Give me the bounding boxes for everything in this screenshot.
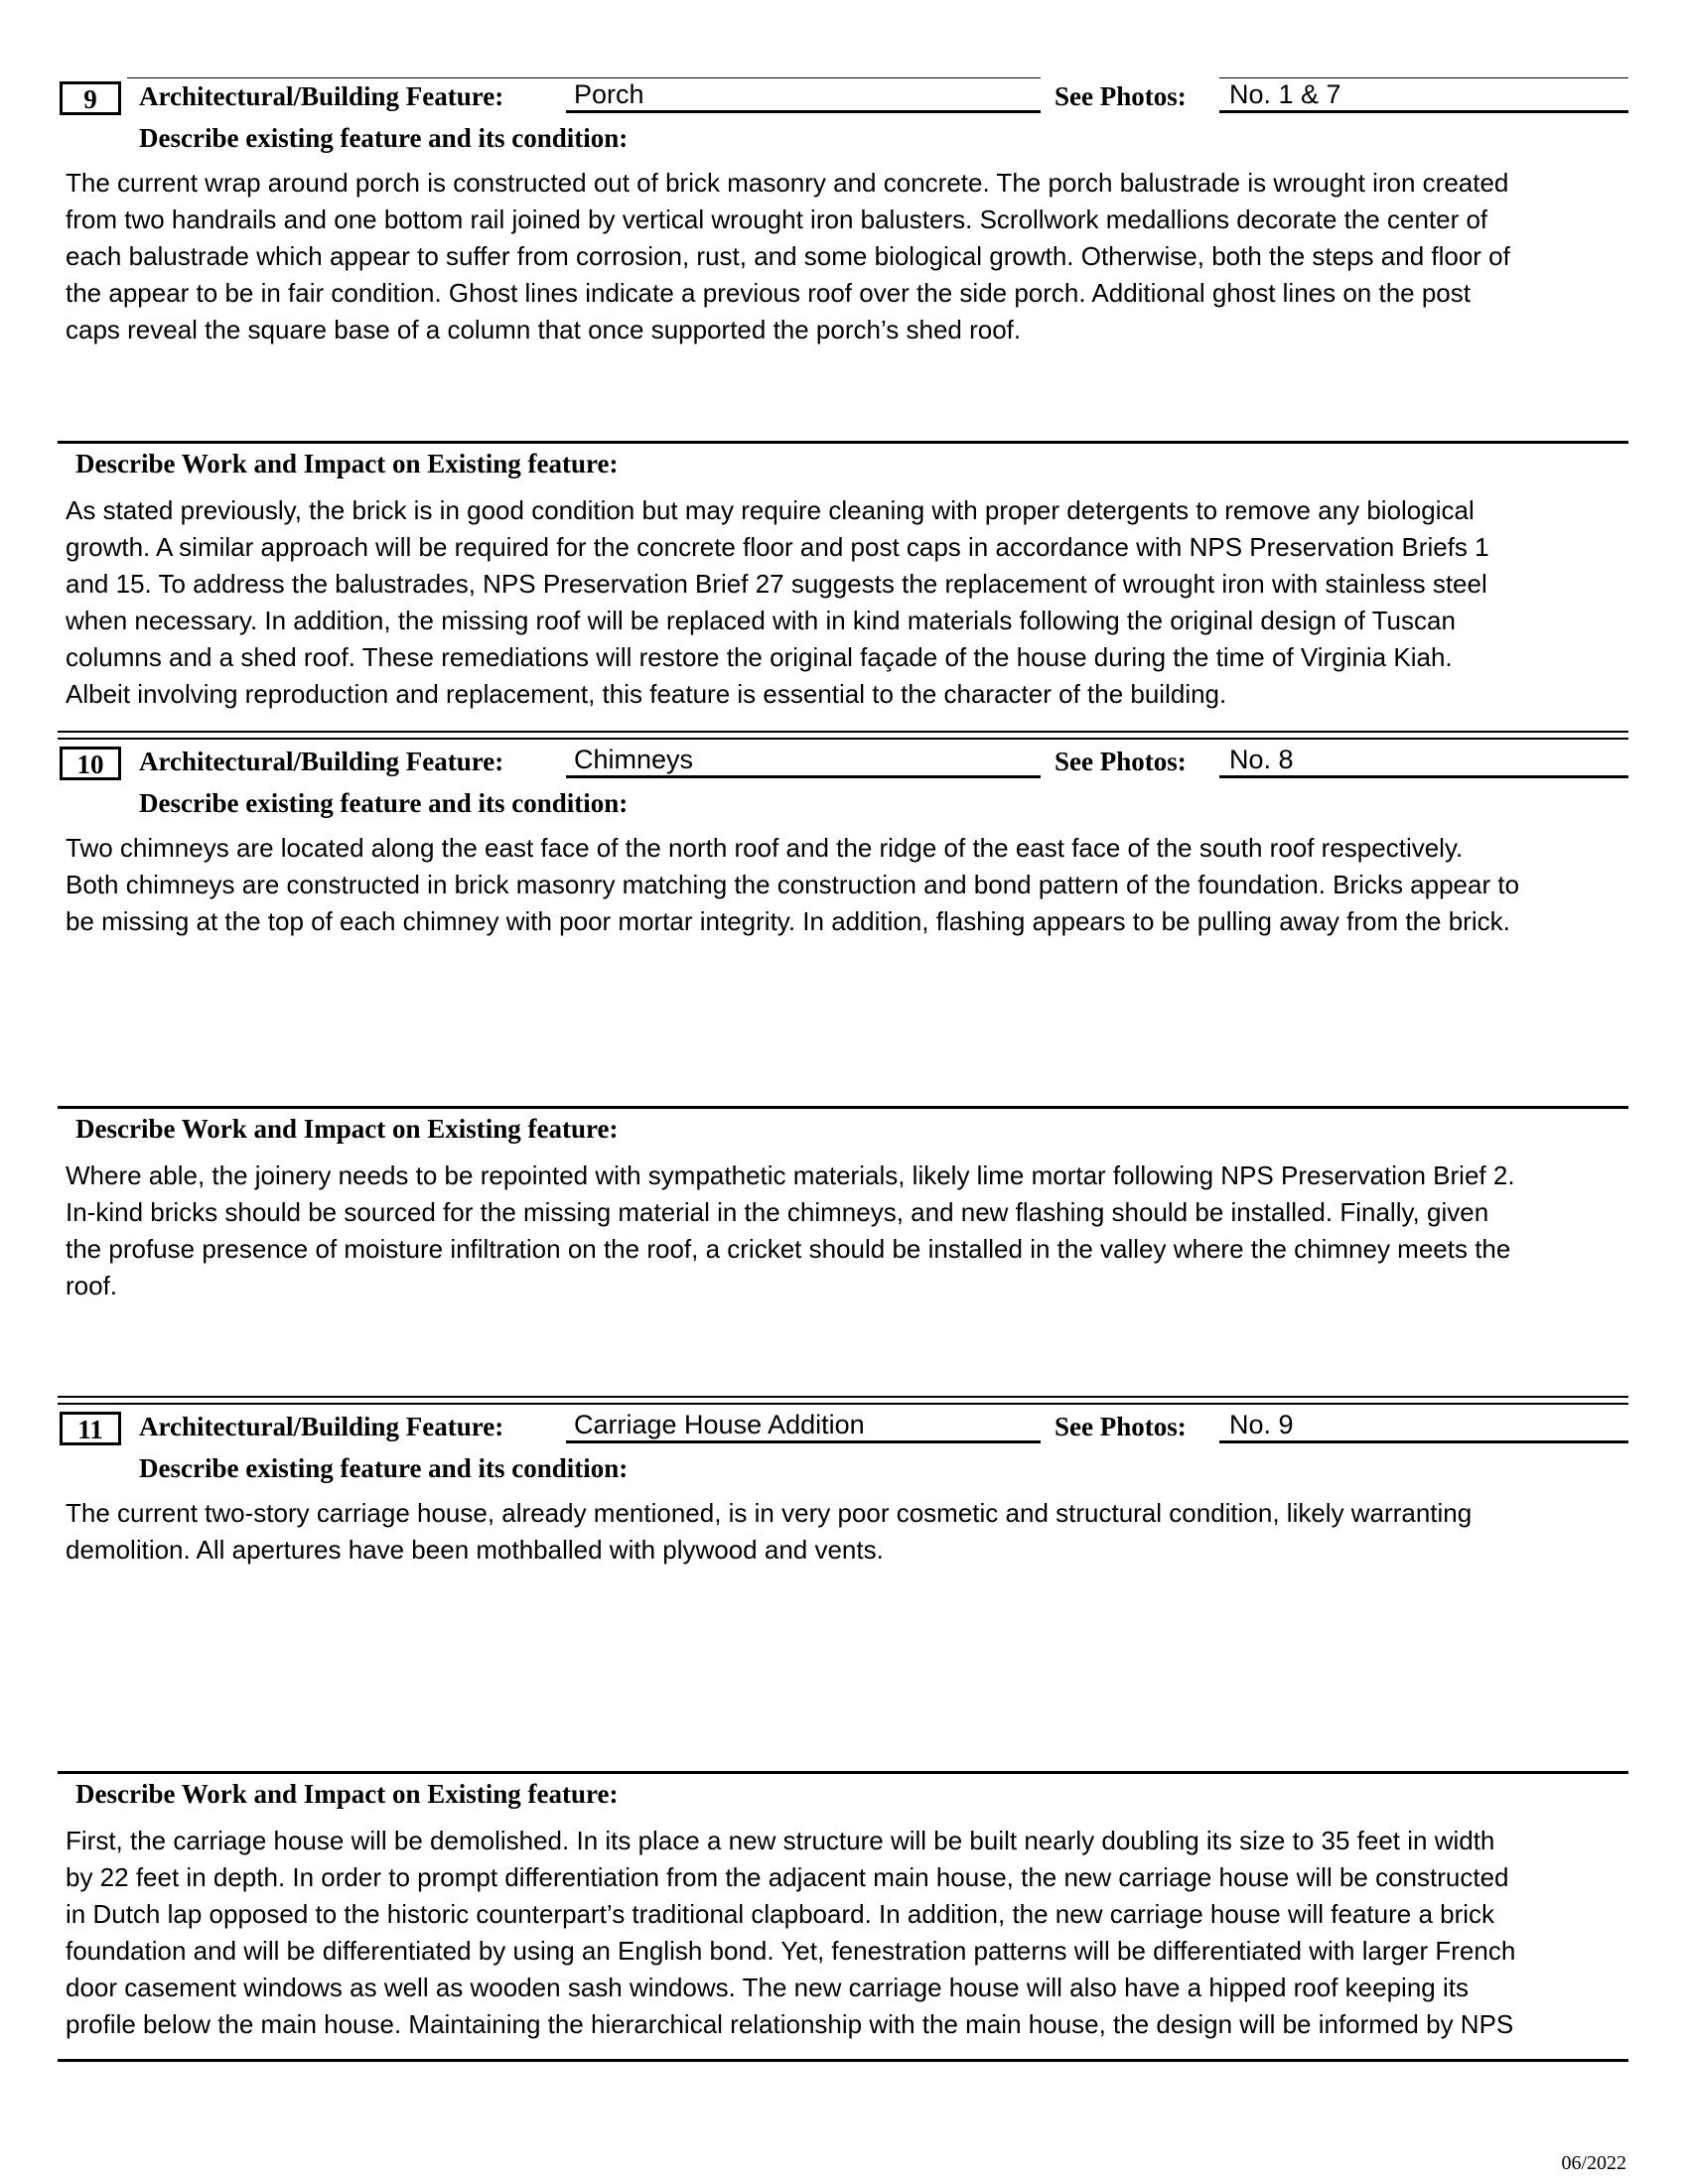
existing-condition-heading: Describe existing feature and its condition: <box>139 123 629 153</box>
feature-label: Architectural/Building Feature: <box>139 81 504 111</box>
divider <box>58 1106 1628 1109</box>
work-impact-text: As stated previously, the brick is in good condition but may require cleaning with proper detergents to remove any biological growth. A similar approach will be required for the concrete floor and post caps in accordance with NPS Preservation Briefs 1 and 15. To address the balustrades, NPS Preservation Brief 27 suggests the replacement of wrought iron with stainless steel when necessary. In addition, the missing roof will be replaced with in kind materials following the original design of Tuscan columns and a shed roof. These remediations will restore the original façade of the house during the time of Virginia Kiah. Albeit involving reproduction and replacement, this feature is essential to the character of the building. <box>66 495 1489 709</box>
feature-field[interactable]: Carriage House Addition <box>566 1410 1041 1443</box>
section-divider <box>58 731 1628 740</box>
feature-field[interactable]: Porch <box>566 79 1041 113</box>
existing-condition-text: Two chimneys are located along the east face of the north roof and the ridge of the east face of the south roof respectively. Both chimneys are constructed in brick masonry matching the construction and bond pattern of the foundation. Bricks appear to be missing at the top of each chimney with poor mortar integrity. In addition, flashing appears to be pulling away from the brick. <box>66 833 1520 936</box>
see-photos-field[interactable]: No. 8 <box>1219 745 1628 778</box>
work-impact-text: First, the carriage house will be demolished. In its place a new structure will be built nearly doubling its size to 35 feet in width by 22 feet in depth. In order to prompt differentiation from the adjacent main house, the new carriage house will be constructed in Dutch lap opposed to the historic counterpart’s traditional clapboard. In addition, the new carriage house will feature a brick foundation and will be differentiated by using an English bond. Yet, fenestration patterns will be differentiated with larger French door casement windows as well as wooden sash windows. The new carriage house will also have a hipped roof keeping its profile below the main house. Maintaining the hierarchical relationship with the main house, the design will be informed by NPS <box>66 1826 1516 2039</box>
work-impact-text: Where able, the joinery needs to be repointed with sympathetic materials, likely lime mortar following NPS Preservation Brief 2. In-kind bricks should be sourced for the missing material in the chimneys, and new flashing should be installed. Finally, given the profuse presence of moisture infiltration on the roof, a cricket should be installed in the valley where the chimney meets the roof. <box>66 1160 1515 1300</box>
bottom-rule <box>58 2059 1628 2062</box>
existing-condition-text: The current wrap around porch is constructed out of brick masonry and concrete. The porch balustrade is wrought iron created from two handrails and one bottom rail joined by vertical wrought iron balusters. Scrollwork medallions decorate the center of each balustrade which appear to suffer from corrosion, rust, and some biological growth. Otherwise, both the steps and floor of the appear to be in fair condition. Ghost lines indicate a previous roof over the side porch. Additional ghost lines on the post caps reveal the square base of a column that once supported the porch’s shed roof. <box>66 168 1510 344</box>
see-photos-label: See Photos: <box>1055 81 1187 111</box>
divider <box>58 1771 1628 1774</box>
existing-condition-text: The current two-story carriage house, already mentioned, is in very poor cosmetic and structural condition, likely warranting demolition. All apertures have been mothballed with plywood and vents. <box>66 1498 1473 1565</box>
section-number: 9 <box>60 81 121 115</box>
see-photos-label: See Photos: <box>1055 1412 1187 1441</box>
see-photos-label: See Photos: <box>1055 747 1187 776</box>
work-impact-heading: Describe Work and Impact on Existing feature: <box>75 1779 619 1809</box>
divider <box>58 441 1628 444</box>
section-number: 11 <box>60 1412 121 1445</box>
work-impact-heading: Describe Work and Impact on Existing feature: <box>75 1114 619 1144</box>
feature-header <box>0 77 1688 119</box>
section-divider <box>58 1396 1628 1405</box>
existing-condition-heading: Describe existing feature and its condition: <box>139 788 629 818</box>
feature-label: Architectural/Building Feature: <box>139 747 504 776</box>
section-number: 10 <box>60 747 121 780</box>
see-photos-field[interactable]: No. 1 & 7 <box>1219 79 1628 113</box>
feature-header <box>0 1408 1688 1449</box>
existing-condition-heading: Describe existing feature and its condition: <box>139 1453 629 1483</box>
feature-field[interactable]: Chimneys <box>566 745 1041 778</box>
feature-label: Architectural/Building Feature: <box>139 1412 504 1441</box>
work-impact-heading: Describe Work and Impact on Existing feature: <box>75 449 619 478</box>
feature-header <box>0 743 1688 784</box>
see-photos-field[interactable]: No. 9 <box>1219 1410 1628 1443</box>
footer-date: 06/2022 <box>1561 2152 1626 2174</box>
